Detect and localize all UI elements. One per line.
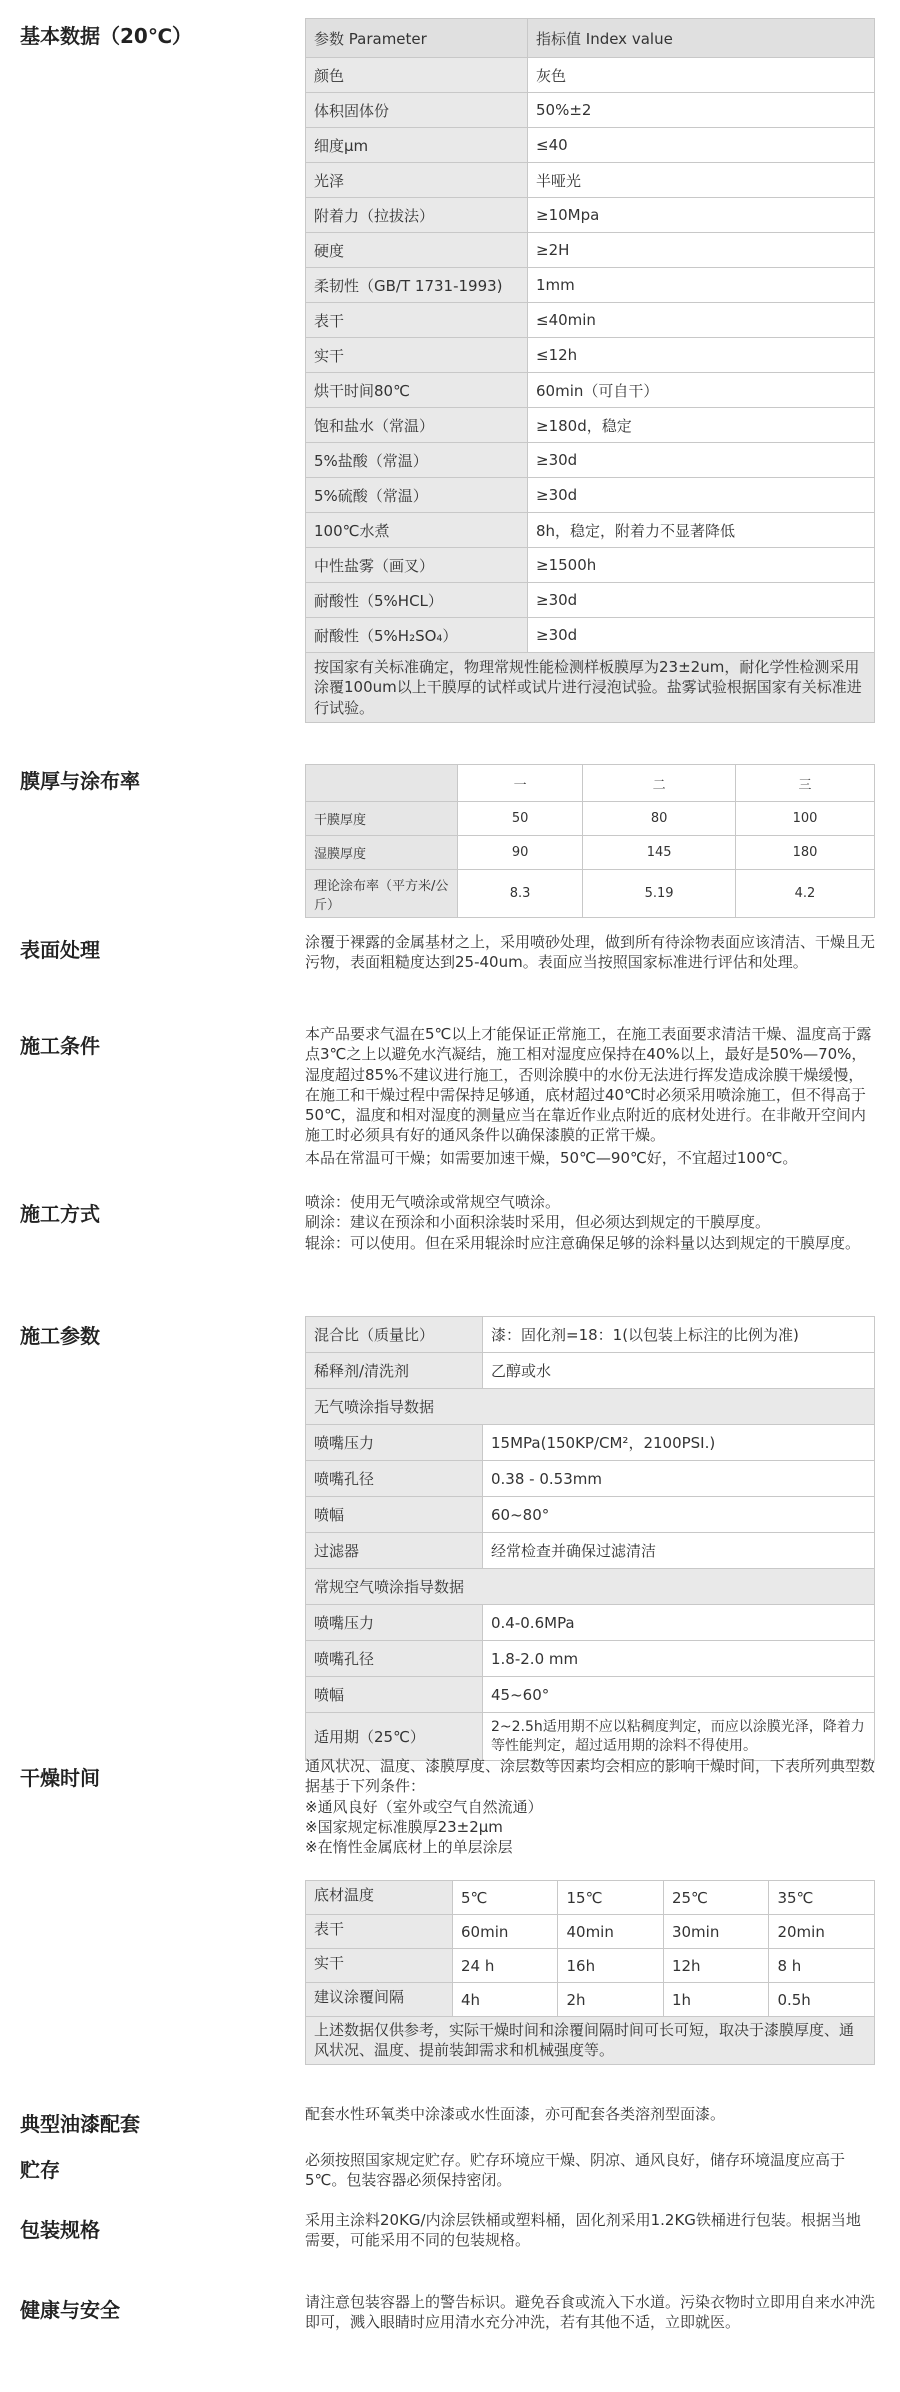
param-value: 50%±2 — [528, 93, 875, 128]
table-row — [306, 58, 875, 93]
cell: 4h — [453, 1983, 558, 2017]
cell: 5℃ — [453, 1881, 558, 1915]
section-title-storage: 贮存 — [20, 2158, 60, 2182]
table-row — [306, 1425, 875, 1461]
cell: 16h — [558, 1949, 663, 1983]
param-name: 喷幅 — [306, 1677, 483, 1713]
storage-text: 必须按照国家规定贮存。贮存环境应干燥、阴凉、通风良好，储存环境温度应高于5℃。包装容器必须保持密闭。 — [305, 2151, 846, 2190]
param-name: 中性盐雾（画叉） — [306, 548, 528, 583]
table-row — [306, 870, 875, 918]
matching-text: 配套水性环氧类中涂漆或水性面漆，亦可配套各类溶剂型面漆。 — [305, 2105, 726, 2123]
table-row — [306, 618, 875, 653]
param-name: 耐酸性（5%HCL） — [306, 583, 528, 618]
cell: 50 — [458, 802, 583, 836]
param-value: ≥10Mpa — [528, 198, 875, 233]
row-label: 湿膜厚度 — [306, 836, 458, 870]
param-name: 表干 — [306, 303, 528, 338]
film-thickness-table — [305, 764, 875, 918]
param-name: 细度μm — [306, 128, 528, 163]
param-name: 柔韧性（GB/T 1731-1993) — [306, 268, 528, 303]
param-value: 2~2.5h适用期不应以粘稠度判定，而应以涂膜光泽，降着力等性能判定，超过适用期的涂料不得使用。 — [483, 1713, 875, 1761]
conditions-paragraph-2: 本品在常温可干燥；如需要加速干燥，50℃—90℃好，不宜超过100℃。 — [305, 1148, 798, 1167]
param-name: 喷嘴压力 — [306, 1605, 483, 1641]
drying-time-table — [305, 1880, 875, 2065]
table-row — [306, 1713, 875, 1761]
row-label: 理论涂布率（平方米/公斤） — [306, 870, 458, 918]
cell: 100 — [735, 802, 874, 836]
health-text: 请注意包装容器上的警告标识。避免吞食或流入下水道。污染衣物时立即用自来水冲洗即可，溅入眼睛时应用清水充分冲洗，若有其他不适，立即就医。 — [305, 2293, 876, 2332]
param-value: 8h，稳定，附着力不显著降低 — [528, 513, 875, 548]
param-value: 经常检查并确保过滤清洁 — [483, 1533, 875, 1569]
row-label: 实干 — [306, 1949, 453, 1983]
param-name: 附着力（拉拔法） — [306, 198, 528, 233]
construction-params-table — [305, 1316, 875, 1761]
basic-data-table — [305, 18, 875, 723]
cell: 2h — [558, 1983, 663, 2017]
param-name: 喷嘴压力 — [306, 1425, 483, 1461]
section-title-basic: 基本数据（20℃） — [20, 24, 193, 48]
table-row — [306, 408, 875, 443]
header-cell: 三 — [735, 765, 874, 802]
table-row — [306, 513, 875, 548]
header-cell: 二 — [583, 765, 736, 802]
row-label: 建议涂覆间隔 — [306, 1983, 453, 2017]
cell: 5.19 — [583, 870, 736, 918]
param-value: ≤40 — [528, 128, 875, 163]
param-name: 5%硫酸（常温） — [306, 478, 528, 513]
param-value: 1mm — [528, 268, 875, 303]
row-label: 干膜厚度 — [306, 802, 458, 836]
param-value: 乙醇或水 — [483, 1353, 875, 1389]
param-value: 60min（可自干） — [528, 373, 875, 408]
packaging-text: 采用主涂料20KG/内涂层铁桶或塑料桶，固化剂采用1.2KG铁桶进行包装。根据当地需要，可能采用不同的包装规格。 — [305, 2211, 861, 2250]
cell: 40min — [558, 1915, 663, 1949]
table-row — [306, 128, 875, 163]
table-row — [306, 443, 875, 478]
param-value: ≥2H — [528, 233, 875, 268]
table-row — [306, 1915, 875, 1949]
param-value: ≥30d — [528, 618, 875, 653]
table-row — [306, 836, 875, 870]
param-name: 适用期（25℃） — [306, 1713, 483, 1761]
table-subheader-row — [306, 1389, 875, 1425]
header-cell: 指标值 Index value — [528, 19, 875, 58]
param-name: 硬度 — [306, 233, 528, 268]
table-row — [306, 163, 875, 198]
cell: 30min — [663, 1915, 768, 1949]
section-title-method: 施工方式 — [20, 1202, 100, 1226]
cell: 8 h — [769, 1949, 875, 1983]
param-value: ≥30d — [528, 478, 875, 513]
param-value: 0.4-0.6MPa — [483, 1605, 875, 1641]
table-row — [306, 1949, 875, 1983]
table-row — [306, 338, 875, 373]
param-name: 实干 — [306, 338, 528, 373]
param-name: 颜色 — [306, 58, 528, 93]
table-header-row — [306, 19, 875, 58]
param-name: 100℃水煮 — [306, 513, 528, 548]
cell: 4.2 — [735, 870, 874, 918]
section-title-health: 健康与安全 — [20, 2298, 120, 2322]
cell: 15℃ — [558, 1881, 663, 1915]
drying-intro-line: ※通风良好（室外或空气自然流通） — [305, 1797, 543, 1816]
table-row — [306, 373, 875, 408]
param-value: ≤40min — [528, 303, 875, 338]
cell: 8.3 — [458, 870, 583, 918]
cell: 180 — [735, 836, 874, 870]
air-subheader: 常规空气喷涂指导数据 — [306, 1569, 875, 1605]
table-row — [306, 303, 875, 338]
table-row — [306, 1983, 875, 2017]
param-name: 混合比（质量比） — [306, 1317, 483, 1353]
cell: 60min — [453, 1915, 558, 1949]
table-row — [306, 1641, 875, 1677]
airless-subheader: 无气喷涂指导数据 — [306, 1389, 875, 1425]
table-row — [306, 1677, 875, 1713]
cell: 80 — [583, 802, 736, 836]
param-value: 漆：固化剂=18：1(以包装上标注的比例为准) — [483, 1317, 875, 1353]
cell: 20min — [769, 1915, 875, 1949]
cell: 1h — [663, 1983, 768, 2017]
table-row — [306, 802, 875, 836]
table-row — [306, 1605, 875, 1641]
table-row — [306, 93, 875, 128]
table-note-row — [306, 653, 875, 723]
cell: 24 h — [453, 1949, 558, 1983]
table-header-row — [306, 765, 875, 802]
table-note: 上述数据仅供参考，实际干燥时间和涂覆间隔时间可长可短，取决于漆膜厚度、通风状况、温度、提前装卸需求和机械强度等。 — [306, 2017, 875, 2065]
param-value: 灰色 — [528, 58, 875, 93]
table-row — [306, 1461, 875, 1497]
drying-intro-line: 通风状况、温度、漆膜厚度、涂层数等因素均会相应的影响干燥时间，下表所列典型数据基于下列条件： — [305, 1757, 876, 1796]
cell: 25℃ — [663, 1881, 768, 1915]
param-name: 饱和盐水（常温） — [306, 408, 528, 443]
param-value: ≥1500h — [528, 548, 875, 583]
param-name: 光泽 — [306, 163, 528, 198]
section-title-matching: 典型油漆配套 — [20, 2112, 140, 2136]
cell: 0.5h — [769, 1983, 875, 2017]
table-note-row — [306, 2017, 875, 2065]
param-value: 45~60° — [483, 1677, 875, 1713]
conditions-text — [305, 1024, 875, 1168]
param-name: 过滤器 — [306, 1533, 483, 1569]
table-row — [306, 583, 875, 618]
param-name: 耐酸性（5%H₂SO₄） — [306, 618, 528, 653]
table-row — [306, 548, 875, 583]
cell: 35℃ — [769, 1881, 875, 1915]
cell: 12h — [663, 1949, 768, 1983]
param-name: 烘干时间80℃ — [306, 373, 528, 408]
param-name: 喷嘴孔径 — [306, 1461, 483, 1497]
cell: 145 — [583, 836, 736, 870]
param-value: ≤12h — [528, 338, 875, 373]
table-row — [306, 1353, 875, 1389]
drying-intro-line: ※在惰性金属底材上的单层涂层 — [305, 1838, 513, 1856]
table-note: 按国家有关标准确定，物理常规性能检测样板膜厚为23±2um，耐化学性检测采用涂覆100um以上干膜厚的试样或试片进行浸泡试验。盐雾试验根据国家有关标准进行试验。 — [306, 653, 875, 723]
param-value: ≥30d — [528, 443, 875, 478]
param-value: 60~80° — [483, 1497, 875, 1533]
header-cell: 参数 Parameter — [306, 19, 528, 58]
table-row — [306, 233, 875, 268]
table-subheader-row — [306, 1569, 875, 1605]
table-row — [306, 1881, 875, 1915]
method-line: 喷涂：使用无气喷涂或常规空气喷涂。 — [305, 1193, 561, 1211]
row-label: 表干 — [306, 1915, 453, 1949]
param-name: 喷嘴孔径 — [306, 1641, 483, 1677]
param-value: 15MPa(150KP/CM²，2100PSI.) — [483, 1425, 875, 1461]
param-value: 半哑光 — [528, 163, 875, 198]
header-cell — [306, 765, 458, 802]
table-row — [306, 268, 875, 303]
table-row — [306, 478, 875, 513]
param-name: 稀释剂/清洗剂 — [306, 1353, 483, 1389]
conditions-paragraph: 本产品要求气温在5℃以上才能保证正常施工，在施工表面要求清洁干燥、温度高于露点3℃之上以避免水汽凝结，施工相对湿度应保持在40%以上，最好是50%—70%，湿度超过85%不建议进行施工，否则涂膜中的水份无法进行挥发造成涂膜干燥缓慢，在施工和干燥过程中需保持足够通，底材超过40℃时必须采用喷涂施工，但不得高于50℃，温度和相对湿度的测量应当在靠近作业点附近的底材处进行。在非敞开空间内施工时必须具有好的通风条件以确保漆膜的正常干燥。 — [305, 1025, 872, 1145]
cell: 90 — [458, 836, 583, 870]
header-cell: 一 — [458, 765, 583, 802]
param-name: 5%盐酸（常温） — [306, 443, 528, 478]
section-title-surface: 表面处理 — [20, 938, 100, 962]
table-row — [306, 1497, 875, 1533]
section-title-conditions: 施工条件 — [20, 1034, 100, 1058]
section-title-film: 膜厚与涂布率 — [20, 769, 140, 793]
param-name: 体积固体份 — [306, 93, 528, 128]
row-label: 底材温度 — [306, 1881, 453, 1915]
section-title-params: 施工参数 — [20, 1324, 100, 1348]
drying-intro — [305, 1756, 875, 1857]
param-name: 喷幅 — [306, 1497, 483, 1533]
param-value: 1.8-2.0 mm — [483, 1641, 875, 1677]
surface-text: 涂覆于裸露的金属基材之上，采用喷砂处理，做到所有待涂物表面应该清洁、干燥且无污物，表面粗糙度达到25-40um。表面应当按照国家标准进行评估和处理。 — [305, 933, 876, 972]
param-value: ≥180d，稳定 — [528, 408, 875, 443]
table-row — [306, 198, 875, 233]
drying-intro-line: ※国家规定标准膜厚23±2μm — [305, 1817, 503, 1836]
method-line: 辊涂：可以使用。但在采用辊涂时应注意确保足够的涂料量以达到规定的干膜厚度。 — [305, 1233, 861, 1252]
method-text — [305, 1192, 875, 1253]
method-line: 刷涂：建议在预涂和小面积涂装时采用，但必须达到规定的干膜厚度。 — [305, 1213, 771, 1232]
param-value: 0.38 - 0.53mm — [483, 1461, 875, 1497]
table-row — [306, 1533, 875, 1569]
section-title-drying: 干燥时间 — [20, 1766, 100, 1790]
section-title-packaging: 包装规格 — [20, 2218, 100, 2242]
table-row — [306, 1317, 875, 1353]
param-value: ≥30d — [528, 583, 875, 618]
